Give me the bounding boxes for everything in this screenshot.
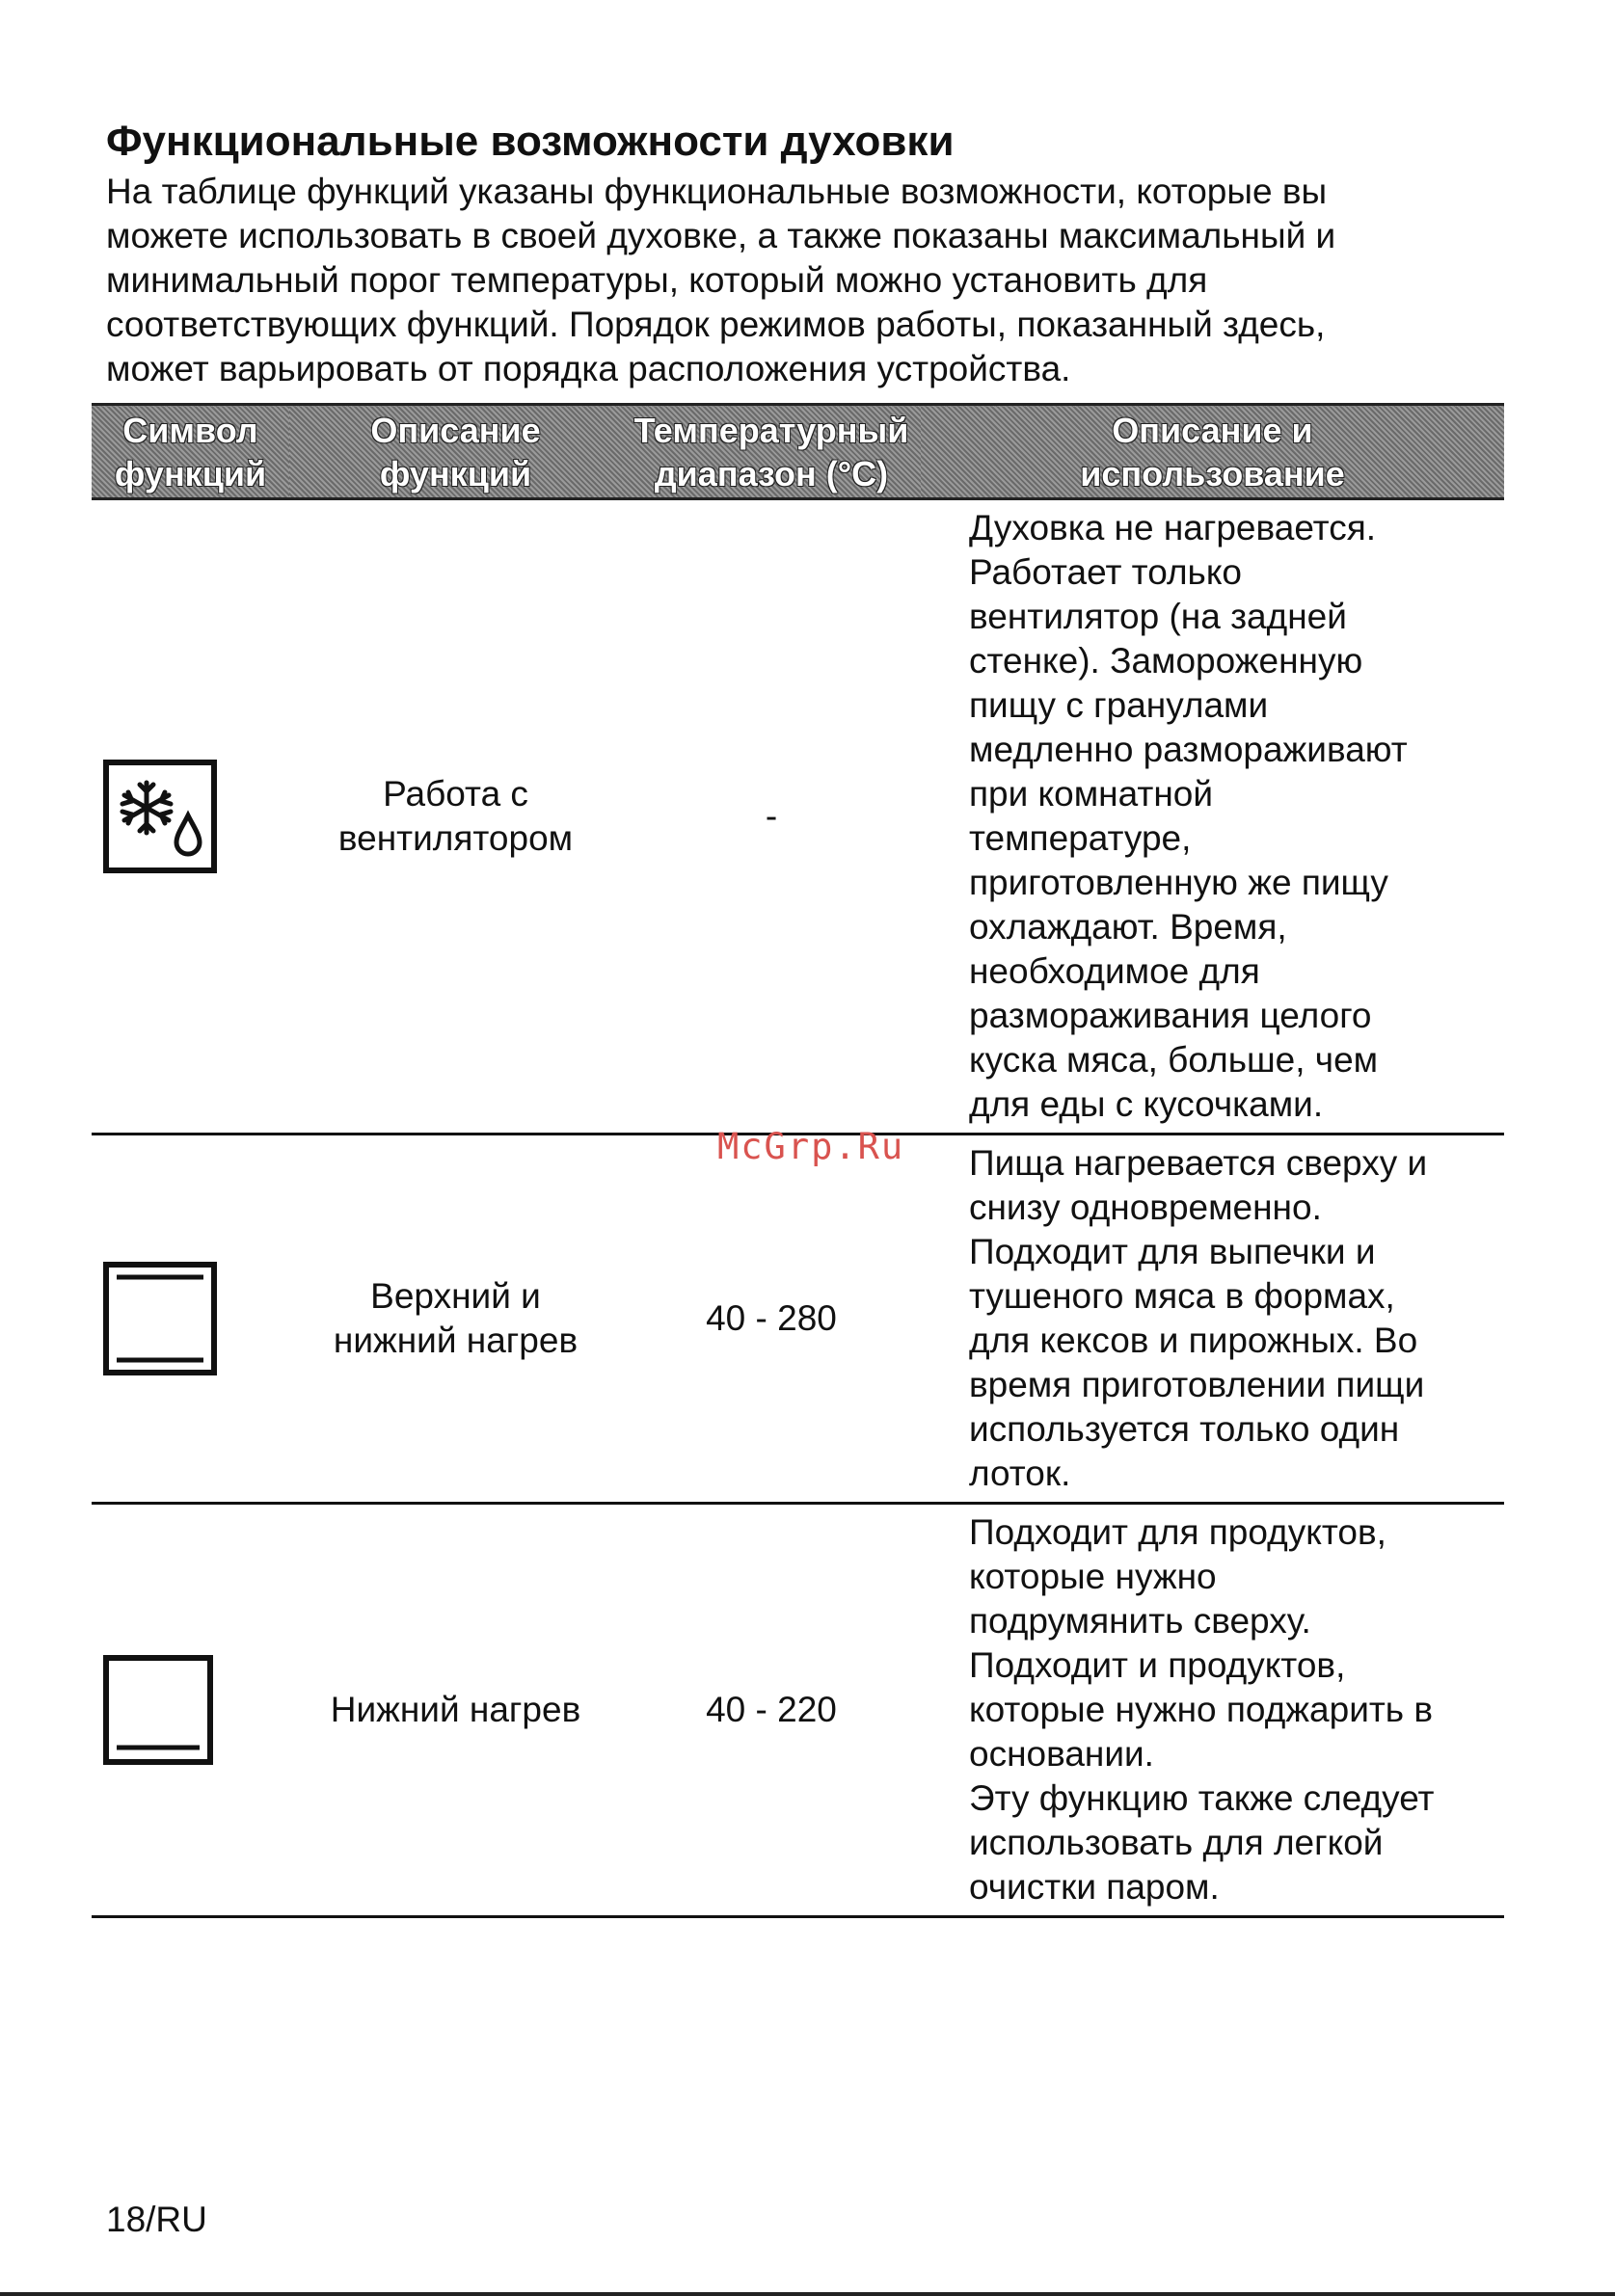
top-bottom-heat-icon — [103, 1262, 289, 1375]
page-number: 18/RU — [106, 2200, 207, 2239]
description-cell: Духовка не нагревается. Работает только вентилятор (на задней стенке). Замороженную пищу с гранулами медленно размораживают при комнатной температуре, приготовленную же пищу охлаждают. Время, необходимое для размораживания целого куска мяса, больше, чем для еды с кусочками. — [921, 499, 1504, 1135]
table-row — [92, 1135, 1504, 1504]
function-name-cell: Работа с вентилятором — [289, 499, 622, 1135]
intro-paragraph — [106, 170, 1514, 391]
temperature-cell: 40 - 220 — [622, 1504, 921, 1917]
symbol-cell — [92, 499, 289, 1135]
header-temperature-range: Температурный диапазон (°C) — [622, 405, 921, 499]
function-name-cell: Нижний нагрев — [289, 1504, 622, 1917]
table-header-row — [92, 405, 1504, 499]
intro-line: На таблице функций указаны функциональные возможности, которые вы — [106, 172, 1328, 211]
temperature-cell: 40 - 280 — [622, 1135, 921, 1504]
function-name-cell: Верхний и нижний нагрев — [289, 1135, 622, 1504]
intro-line: соответствующих функций. Порядок режимов работы, показанный здесь, — [106, 305, 1326, 344]
header-symbol: Символ функций — [92, 405, 289, 499]
header-usage-description: Описание и использование — [921, 405, 1504, 499]
watermark: McGrp.Ru — [717, 1126, 905, 1167]
symbol-cell — [92, 1504, 289, 1917]
description-cell: Пища нагревается сверху и снизу одновременно. Подходит для выпечки и тушеного мяса в формах, для кексов и пирожных. Во время приготовлении пищи используется только один лоток. — [921, 1135, 1504, 1504]
description-cell: Подходит для продуктов, которые нужно подрумянить сверху. Подходит и продуктов, которые нужно поджарить в основании. Эту функцию также следует использовать для легкой очистки паром. — [921, 1504, 1504, 1917]
header-function-description: Описание функций — [289, 405, 622, 499]
page-bottom-border — [0, 2292, 1615, 2296]
defrost-fan-icon — [103, 760, 289, 873]
temperature-cell: - — [622, 499, 921, 1135]
table-row — [92, 1504, 1504, 1917]
symbol-cell — [92, 1135, 289, 1504]
page-title: Функциональные возможности духовки — [106, 118, 955, 165]
intro-line: можете использовать в своей духовке, а также показаны максимальный и — [106, 216, 1336, 255]
table-row — [92, 499, 1504, 1135]
intro-line: минимальный порог температуры, который можно установить для — [106, 260, 1208, 300]
bottom-heat-icon — [103, 1655, 289, 1765]
intro-line: может варьировать от порядка расположения устройства. — [106, 349, 1071, 388]
